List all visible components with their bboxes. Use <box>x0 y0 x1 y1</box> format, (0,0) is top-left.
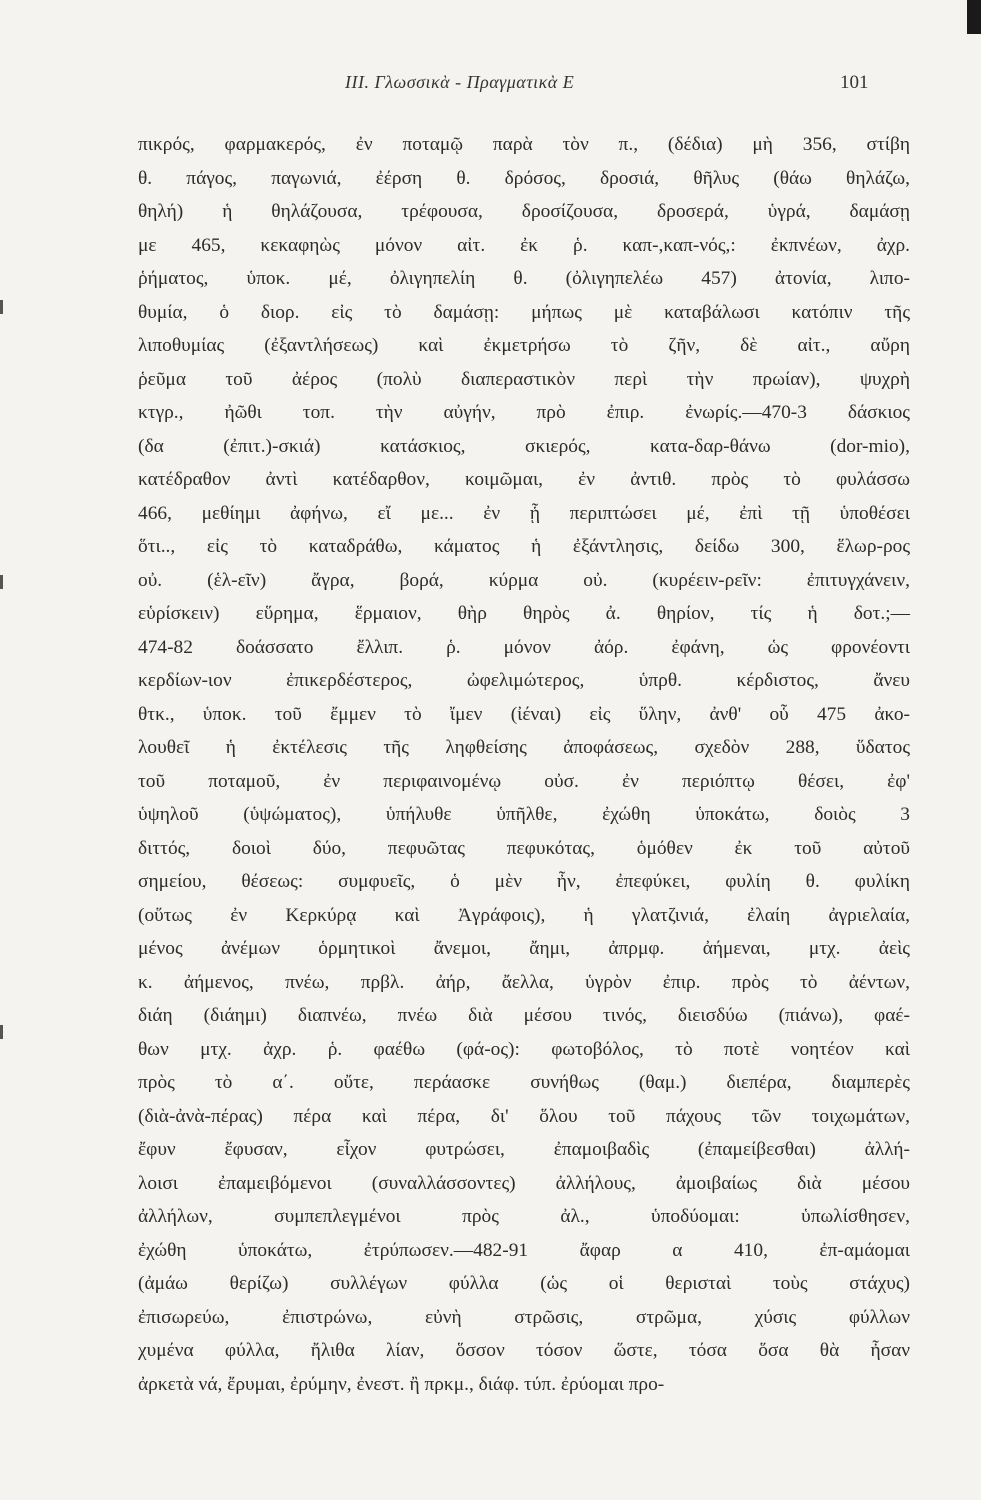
text-line: ἐχώθη ὑποκάτω, ἐτρύπωσεν.—482-91 ἄφαρ α 410, ἐπ-αμάομαι <box>138 1239 910 1261</box>
text-line: μένος ἀνέμων ὁρμητικοὶ ἄνεμοι, ἄημι, ἀπρμφ. ἀήμεναι, μτχ. ἀεὶς <box>138 938 910 959</box>
text-line: 466, μεθίημι ἀφήνω, εἴ με... ἐν ᾗ περιπτώσει μέ, ἐπὶ τῇ ὑποθέσει <box>138 502 910 524</box>
text-line: λιποθυμίας (ἐξαντλήσεως) καὶ ἐκμετρήσω τὸ ζῆν, δὲ αἰτ., αὔρη <box>138 335 910 356</box>
text-line: (διὰ-ἀνὰ-πέρας) πέρα καὶ πέρα, δι' ὅλου τοῦ πάχους τῶν τοιχωμάτων, <box>138 1105 910 1127</box>
text-line: εὑρίσκειν) εὕρημα, ἕρμαιον, θὴρ θηρὸς ἀ. θηρίον, τίς ἡ δοτ.;— <box>138 603 910 624</box>
text-line: ἔφυν ἔφυσαν, εἶχον φυτρώσει, ἐπαμοιβαδὶς (ἐπαμείβεσθαι) ἀλλή- <box>138 1139 910 1160</box>
text-body <box>138 128 910 1401</box>
text-line: κερδίων-ιον ἐπικερδέστερος, ὠφελιμώτερος, ὑπρθ. κέρδιστος, ἄνευ <box>138 670 910 691</box>
text-line: σημείου, θέσεως: συμφυεῖς, ὁ μὲν ἦν, ἐπεφύκει, φυλίη θ. φυλίκη <box>138 871 910 892</box>
text-line: ῥήματος, ὑποκ. μέ, ὀλιγηπελίη θ. (ὀλιγηπελέω 457) ἀτονία, λιπο- <box>138 268 910 289</box>
text-line: λουθεῖ ἡ ἐκτέλεσις τῆς ληφθείσης ἀποφάσεως, σχεδὸν 288, ὕδατος <box>138 737 910 758</box>
text-line: ἀλλήλων, συμπεπλεγμένοι πρὸς ἀλ., ὑποδύομαι: ὑπωλίσθησεν, <box>138 1206 910 1227</box>
text-line: θων μτχ. ἀχρ. ῥ. φαέθω (φά-ος): φωτοβόλος, τὸ ποτὲ νοητέον καὶ <box>138 1038 910 1060</box>
text-line: (ἀμάω θερίζω) συλλέγων φύλλα (ὡς οἱ θερισταὶ τοὺς στάχυς) <box>138 1273 910 1294</box>
text-line: (δα (ἐπιτ.)-σκιά) κατάσκιος, σκιερός, κατα-δαρ-θάνω (dor-mio), <box>138 435 910 457</box>
page-number: 101 <box>840 72 869 93</box>
page-header <box>0 72 981 102</box>
text-line: κατέδραθον ἀντὶ κατέδαρθον, κοιμῶμαι, ἐν ἀντιθ. πρὸς τὸ φυλάσσω <box>138 469 910 490</box>
text-line: διάη (διάημι) διαπνέω, πνέω διὰ μέσου τινός, διεισδύω (πιάνω), φαέ- <box>138 1005 910 1026</box>
text-line: πρὸς τὸ α΄. οὔτε, περάασκε συνήθως (θαμ.) διεπέρα, διαμπερὲς <box>138 1072 910 1093</box>
scan-edge-mark <box>0 300 3 314</box>
text-line: 474-82 δοάσσατο ἔλλιπ. ῥ. μόνον ἀόρ. ἐφάνη, ὡς φρονέοντι <box>138 636 910 658</box>
text-line: οὐ. (ἑλ-εῖν) ἄγρα, βορά, κύρμα οὐ. (κυρέειν-ρεῖν: ἐπιτυγχάνειν, <box>138 569 910 591</box>
text-line: ἀρκετὰ νά, ἔρυμαι, ἐρύμην, ἐνεστ. ἢ πρκμ., διάφ. τύπ. ἐρύομαι προ- <box>138 1373 665 1395</box>
text-line: χυμένα φύλλα, ἤλιθα λίαν, ὅσσον τόσον ὥστε, τόσα ὅσα θὰ ἦσαν <box>138 1340 910 1361</box>
scan-edge-mark <box>0 1025 3 1039</box>
text-line: θ. πάγος, παγωνιά, ἐέρση θ. δρόσος, δροσιά, θῆλυς (θάω θηλάζω, <box>138 167 910 189</box>
text-line: πικρός, φαρμακερός, ἐν ποταμῷ παρὰ τὸν π., (δέδια) μὴ 356, στίβη <box>138 134 910 155</box>
text-line: τοῦ ποταμοῦ, ἐν περιφαινομένῳ οὐσ. ἐν περιόπτῳ θέσει, ἐφ' <box>138 770 910 792</box>
text-line: (οὕτως ἐν Κερκύρᾳ καὶ Ἀγράφοις), ἡ γλατζινιά, ἐλαίη ἀγριελαία, <box>138 904 910 926</box>
scan-edge-mark <box>0 575 3 589</box>
running-head: III. Γλωσσικὰ - Πραγματικὰ Ε <box>345 72 575 92</box>
text-line: με 465, κεκαφηὼς μόνον αἰτ. ἐκ ῥ. καπ-,καπ-νός,: ἐκπνέων, ἀχρ. <box>138 234 910 256</box>
text-line: ῥεῦμα τοῦ ἀέρος (πολὺ διαπεραστικὸν περὶ τὴν πρωίαν), ψυχρὴ <box>138 368 910 390</box>
text-line: κ. ἀήμενος, πνέω, πρβλ. ἀήρ, ἄελλα, ὑγρὸν ἐπιρ. πρὸς τὸ ἀέντων, <box>138 971 910 993</box>
text-line: διττός, δοιοὶ δύο, πεφυῶτας πεφυκότας, ὁμόθεν ἐκ τοῦ αὐτοῦ <box>138 837 910 859</box>
text-line: κτγρ., ἠῶθι τοπ. τὴν αὐγήν, πρὸ ἐπιρ. ἐνωρίς.—470-3 δάσκιος <box>138 402 910 423</box>
text-line: θτκ., ὑποκ. τοῦ ἔμμεν τὸ ἴμεν (ἰέναι) εἰς ὕλην, ἀνθ' οὗ 475 ἀκο- <box>138 703 910 725</box>
text-line: ὅτι.., εἰς τὸ καταδράθω, κάματος ἡ ἐξάντλησις, δείδω 300, ἕλωρ-ρος <box>138 536 910 557</box>
scan-corner-mark <box>967 0 981 34</box>
text-line: ἐπισωρεύω, ἐπιστρώνω, εὐνὴ στρῶσις, στρῶμα, χύσις φύλλων <box>138 1306 910 1328</box>
text-line: λοισι ἐπαμειβόμενοι (συναλλάσσοντες) ἀλλήλους, ἀμοιβαίως διὰ μέσου <box>138 1172 910 1194</box>
text-line: ὑψηλοῦ (ὑψώματος), ὑπήλυθε ὑπῆλθε, ἐχώθη ὑποκάτω, δοιὸς 3 <box>138 804 910 825</box>
text-line: θηλή) ἡ θηλάζουσα, τρέφουσα, δροσίζουσα, δροσερά, ὑγρά, δαμάσῃ <box>138 201 910 222</box>
text-line: θυμία, ὁ διορ. εἰς τὸ δαμάσῃ: μήπως μὲ καταβάλωσι κατόπιν τῆς <box>138 301 910 323</box>
